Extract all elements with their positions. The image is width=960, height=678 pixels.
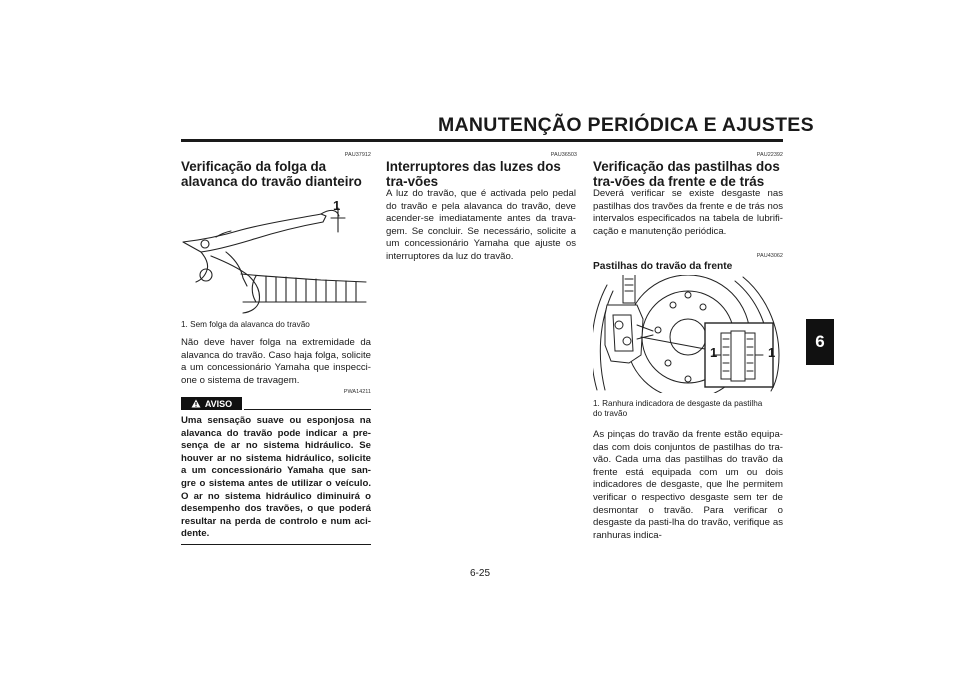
body-text: Não deve haver folga na extremidade da alavanca do travão. Caso haja folga, solicite a um concessionário Yamaha que inspecci-one o sistema de travagem. <box>181 337 371 386</box>
ref-code: PAU22392 <box>756 152 783 158</box>
ref-code: PAU36503 <box>550 152 577 158</box>
intro-text: Deverá verificar se existe desgaste nas pastilhas dos travões da frente e de trás nos intervalos especificados na tabela de lubrifi-cação e manutenção periódica. <box>593 188 783 237</box>
figure-callout-left: 1 <box>710 345 718 360</box>
chapter-tab: 6 <box>806 319 834 365</box>
figure-callout-right: 1 <box>768 345 776 360</box>
warning-top-rule <box>244 409 371 410</box>
section-heading-lever-play: Verificação da folga da alavanca do travão dianteiro <box>181 159 362 189</box>
body-text: As pinças do travão da frente estão equipa-das com dois conjuntos de pastilhas do tra-vão. Cada uma das pastilhas do travão da frente está equipada com um ou dois indicadores de desgaste, que lhe permitem verificar o respectivo desgaste sem ter de desmontar o travão. Para verificar o desgaste da pasti-lha do travão, verifique as ranhuras indica- <box>593 429 783 541</box>
page-header-title: MANUTENÇÃO PERIÓDICA E AJUSTES <box>438 114 814 136</box>
front-brake-pads-illustration <box>593 275 783 393</box>
warning-ref-code: PWA14211 <box>343 389 371 395</box>
section-heading-brake-light-switches: Interruptores das luzes dos tra-vões <box>386 159 561 189</box>
brake-lever-illustration <box>181 196 371 314</box>
body-text: A luz do travão, que é activada pelo pedal do travão e pela alavanca do travão, deve acender-se imediatamente antes da trava-gem. Se concluir. Se necessário, solicite a um concessionário Yamaha que ajuste os interruptores da luz do travão. <box>386 188 576 262</box>
warning-triangle-icon <box>191 399 201 408</box>
sub-ref-code: PAU43062 <box>756 253 783 259</box>
warning-label: AVISO <box>204 398 233 409</box>
figure-callout-1: 1 <box>333 198 341 213</box>
header-rule <box>181 139 783 142</box>
section-heading-brake-pads: Verificação das pastilhas dos tra-vões da frente e de trás <box>593 159 780 189</box>
figure-caption: 1. Ranhura indicadora de desgaste da pastilha do travão <box>593 399 763 418</box>
warning-bottom-rule <box>181 544 371 545</box>
subheading-front-pads: Pastilhas do travão da frente <box>593 261 733 272</box>
warning-text: Uma sensação suave ou esponjosa na alavanca do travão pode indicar a pre-sença de ar no sistema hidráulico. Se houver ar no sistema hidráulico, solicite a um concessionário Yamaha que san-gre o sistema antes de utilizar o veículo. O ar no sistema hidráulico diminuirá o desempenho dos travões, o que poderá resultar na perda de controlo e num aci-dente. <box>181 415 371 540</box>
ref-code: PAU37912 <box>344 152 371 158</box>
page-number: 6-25 <box>469 568 490 579</box>
warning-badge <box>181 397 242 410</box>
figure-caption: 1. Sem folga da alavanca do travão <box>181 320 310 329</box>
